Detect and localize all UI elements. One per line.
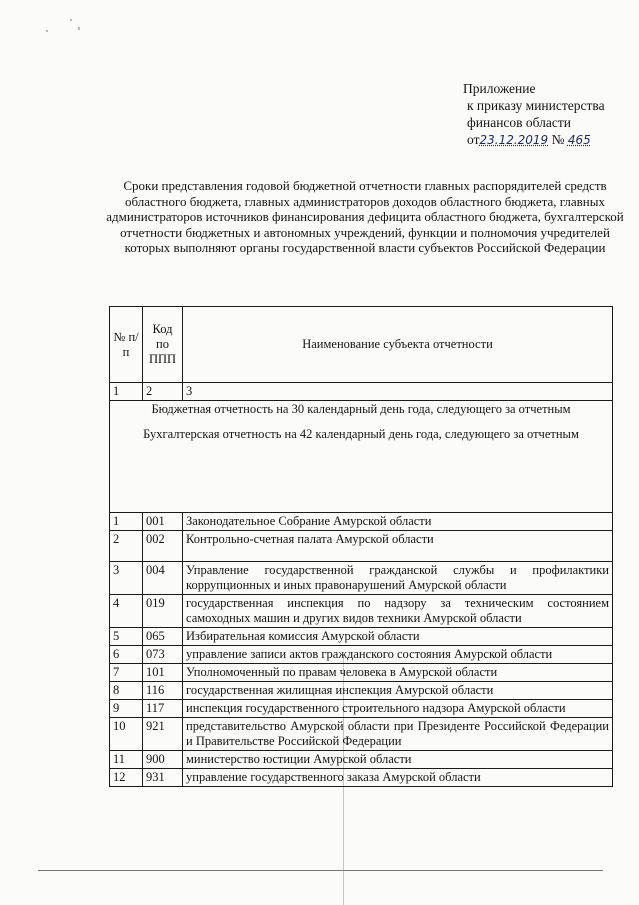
table-row [110,646,613,664]
row-num: 2 [110,531,143,562]
row-code: 004 [143,562,183,595]
row-name: государственная инспекция по надзору за техническим состоянием самоходных машин и других видов техники Амурской области [183,595,613,628]
order-date: 23.12.2019 [479,133,549,147]
table-row [110,718,613,751]
row-code: 101 [143,664,183,682]
index-cell: 1 [110,383,143,401]
row-name: Контрольно-счетная палата Амурской области [183,531,613,562]
table-row [110,682,613,700]
header-name: Наименование субъекта отчетности [183,307,613,383]
accounting-deadline: Бухгалтерская отчетность на 42 календарный день года, следующего за отчетным [143,427,579,441]
row-code: 001 [143,513,183,531]
table-header-row [110,307,613,383]
row-code: 002 [143,531,183,562]
scan-speck [70,19,72,21]
row-code: 073 [143,646,183,664]
deadline-note [110,401,613,513]
header-code: Код по ППП [143,307,183,383]
table-row [110,751,613,769]
index-cell: 2 [143,383,183,401]
approval-line-2: к приказу министерства [467,98,605,113]
row-num: 9 [110,700,143,718]
approval-line-1: Приложение [463,81,536,96]
row-num: 10 [110,718,143,751]
approval-line-3: финансов области [467,115,572,130]
row-name: министерство юстиции Амурской области [183,751,613,769]
row-code: 019 [143,595,183,628]
approval-header [463,80,633,149]
table-row [110,595,613,628]
row-num: 8 [110,682,143,700]
row-num: 6 [110,646,143,664]
document-title: Сроки представления годовой бюджетной отчетности главных распорядителей средств областного бюджета, главных администраторов доходов областного бюджета, главных администраторов источников финансирования дефицита областного бюджета, бухгалтерской отчетности бюджетных и автономных учреждений, функции и полномочия учредителей которых выполняют органы государственной власти субъектов Российской Федерации [106,178,624,255]
row-name: Избирательная комиссия Амурской области [183,628,613,646]
approval-date-line [463,131,633,149]
table-row [110,769,613,787]
table-row [110,531,613,562]
row-num: 5 [110,628,143,646]
date-prefix: от [467,132,480,147]
index-cell: 3 [183,383,613,401]
index-row [110,383,613,401]
row-num: 12 [110,769,143,787]
row-name: управление государственного заказа Амурской области [183,769,613,787]
row-name: представительство Амурской области при Президенте Российской Федерации и Правительстве Российской Федерации [183,718,613,751]
row-code: 931 [143,769,183,787]
row-name: управление записи актов гражданского состояния Амурской области [183,646,613,664]
scan-speck [46,30,48,32]
bottom-rule [38,870,603,871]
deadline-note-row [110,401,613,513]
order-number: 465 [567,133,591,147]
number-label: № [551,132,565,147]
row-num: 1 [110,513,143,531]
reporting-table [109,306,613,787]
row-num: 4 [110,595,143,628]
row-code: 921 [143,718,183,751]
row-name: государственная жилищная инспекция Амурской области [183,682,613,700]
row-name: инспекция государственного строительного надзора Амурской области [183,700,613,718]
row-name: Законодательное Собрание Амурской области [183,513,613,531]
table-row [110,700,613,718]
table-row [110,628,613,646]
table-row [110,513,613,531]
header-num: № п/п [110,307,143,383]
budget-deadline: Бюджетная отчетность на 30 календарный день года, следующего за отчетным [151,402,571,416]
row-code: 900 [143,751,183,769]
row-num: 11 [110,751,143,769]
table-row [110,664,613,682]
row-name: Уполномоченный по правам человека в Амурской области [183,664,613,682]
scan-speck [78,27,80,30]
row-num: 3 [110,562,143,595]
row-code: 116 [143,682,183,700]
row-num: 7 [110,664,143,682]
row-name: Управление государственной гражданской службы и профилактики коррупционных и иных правонарушений Амурской области [183,562,613,595]
row-code: 117 [143,700,183,718]
table-row [110,562,613,595]
row-code: 065 [143,628,183,646]
